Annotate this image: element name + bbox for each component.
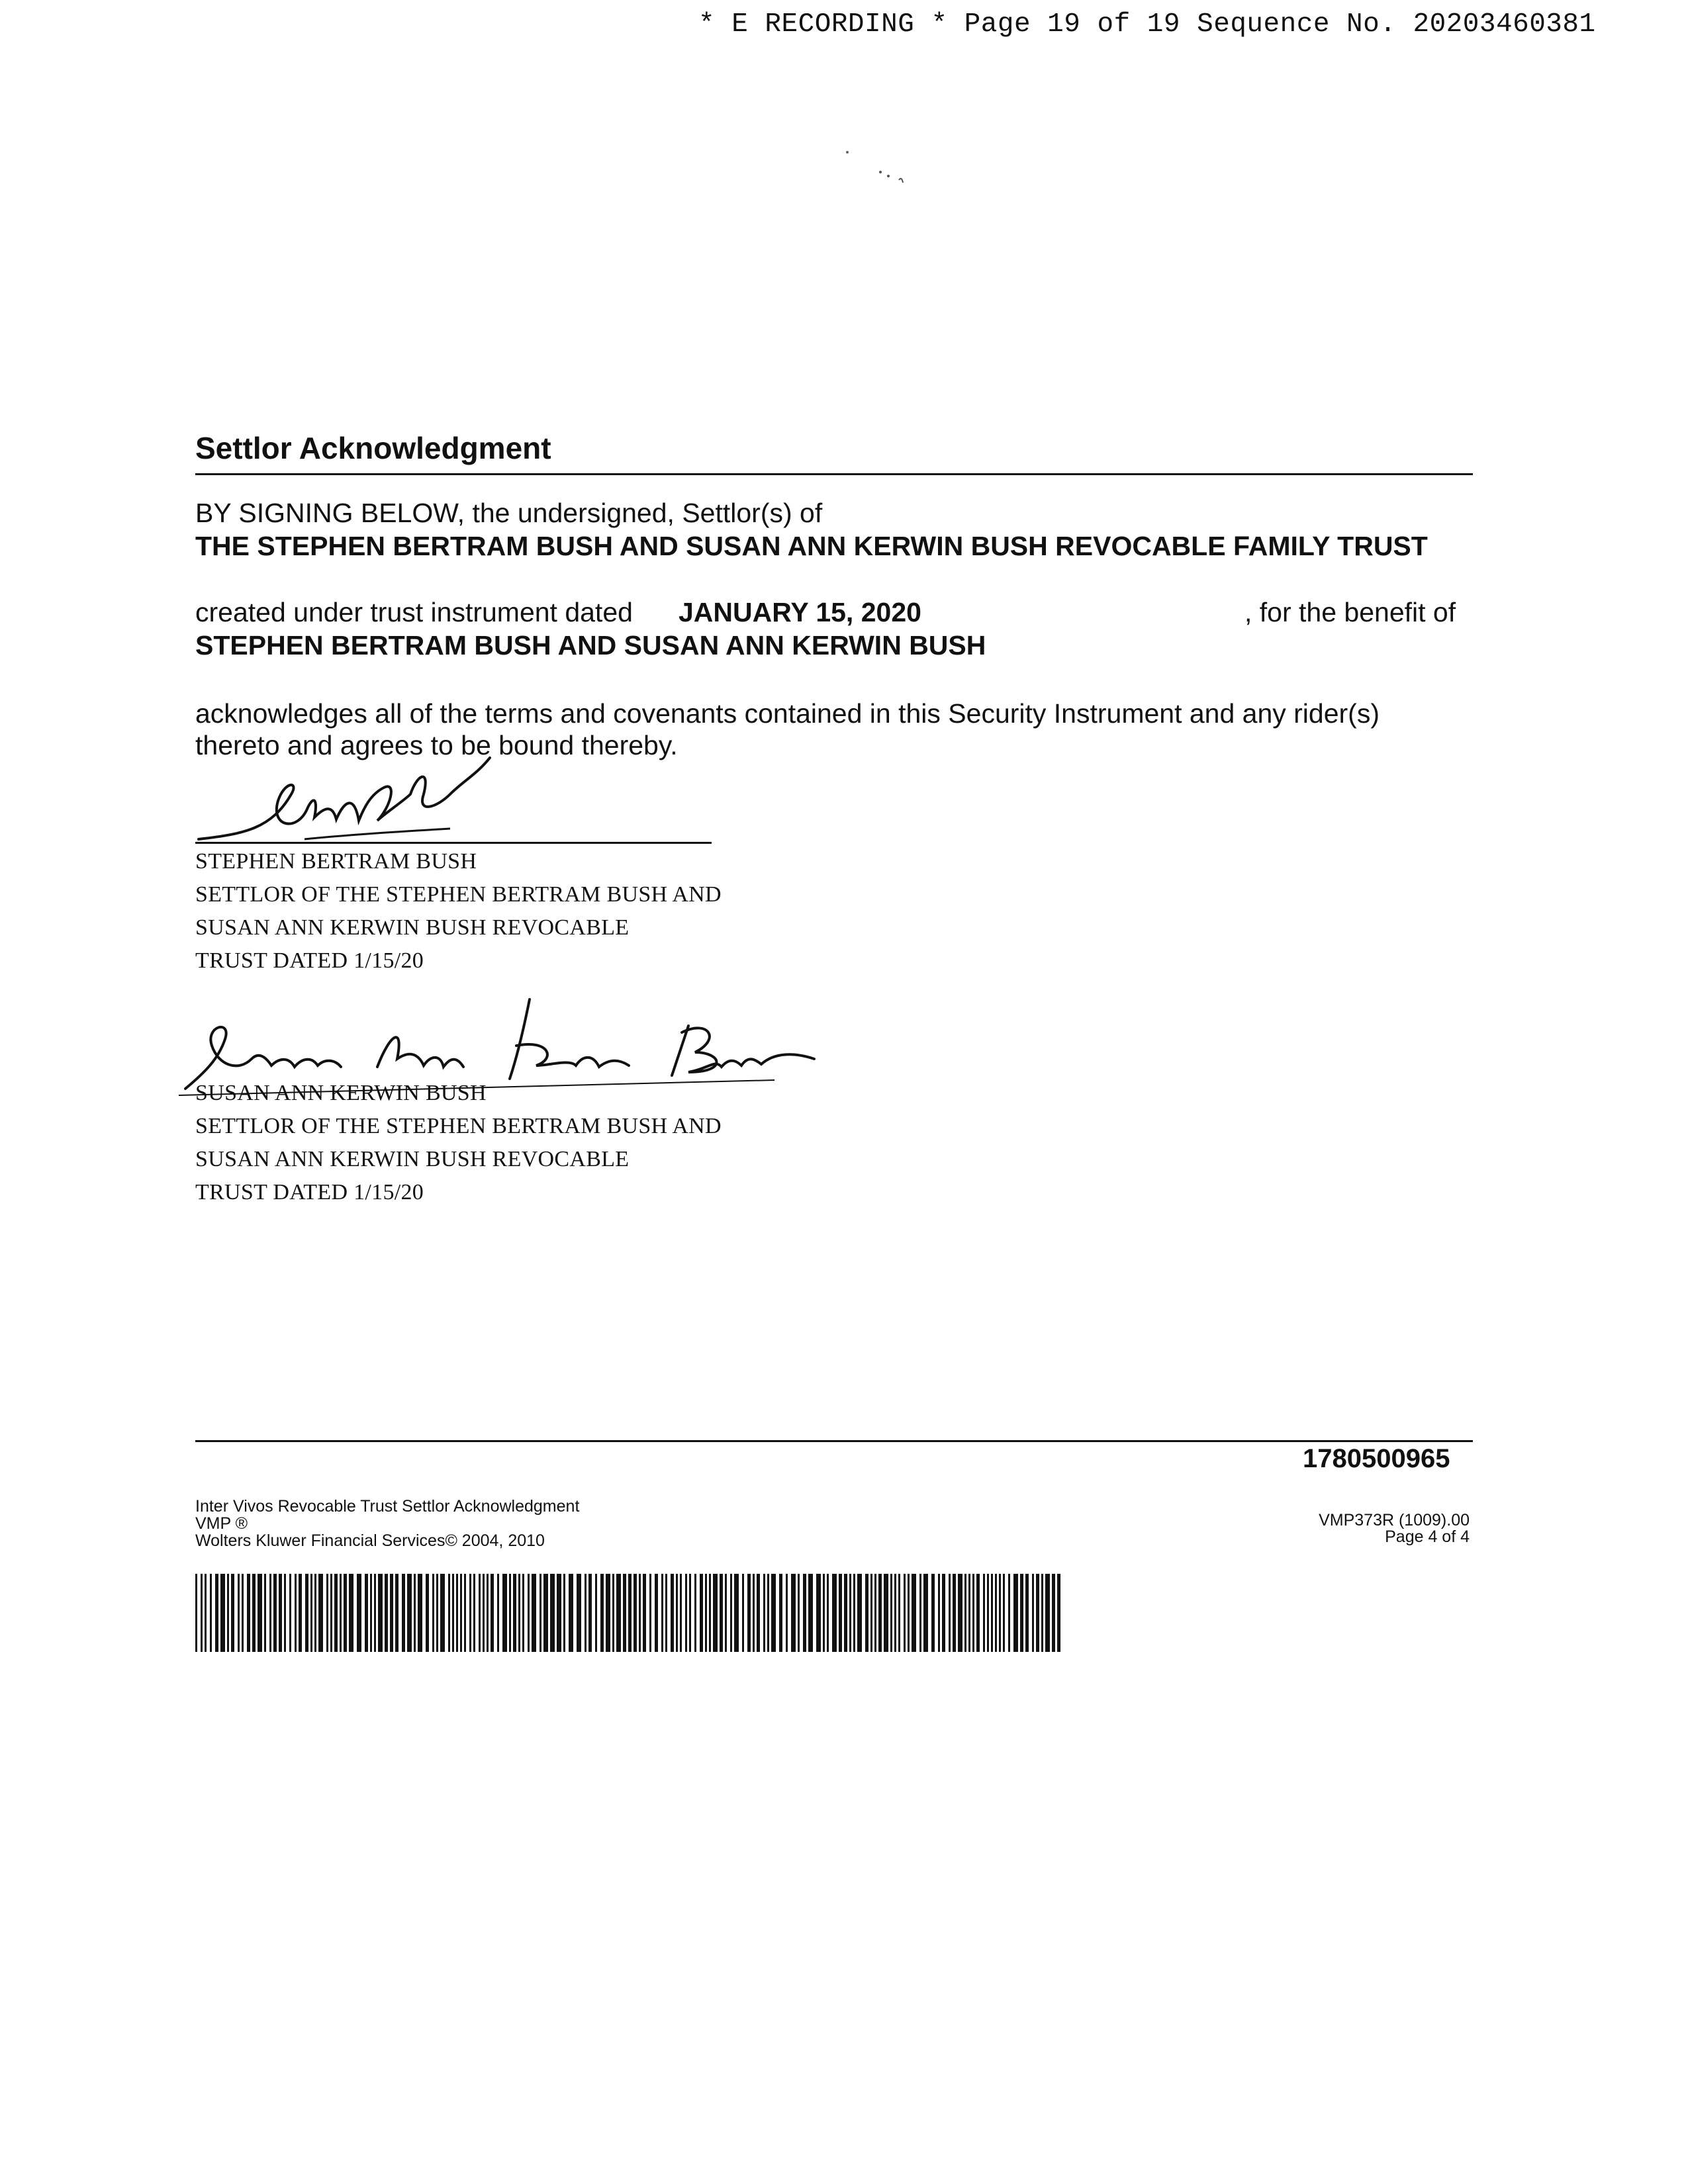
barcode <box>195 1574 1062 1653</box>
signer-2-line-3: SUSAN ANN KERWIN BUSH REVOCABLE <box>195 1147 630 1171</box>
benefit-suffix: , for the benefit of <box>1244 597 1456 627</box>
trust-date: JANUARY 15, 2020 <box>679 597 921 627</box>
signer-1-line-2: SETTLOR OF THE STEPHEN BERTRAM BUSH AND <box>195 882 722 907</box>
intro-line: BY SIGNING BELOW, the undersigned, Settlor(s) of <box>195 498 823 528</box>
publisher-copyright: Wolters Kluwer Financial Services© 2004, 2010 <box>195 1531 545 1550</box>
form-page-count: Page 4 of 4 <box>1385 1527 1470 1546</box>
title-rule <box>195 473 1473 475</box>
signature-line-1 <box>195 842 712 844</box>
ack-line-2: thereto and agrees to be bound thereby. <box>195 730 678 760</box>
form-code: VMP373R (1009).00 <box>1319 1511 1470 1529</box>
signature-stephen <box>185 754 596 847</box>
scan-specks <box>841 146 920 192</box>
signer-2-line-4: TRUST DATED 1/15/20 <box>195 1180 424 1205</box>
signer-2-line-2: SETTLOR OF THE STEPHEN BERTRAM BUSH AND <box>195 1114 722 1138</box>
signer-1-line-4: TRUST DATED 1/15/20 <box>195 948 424 973</box>
vmp-mark: VMP ® <box>195 1514 248 1533</box>
recording-header: * E RECORDING * Page 19 of 19 Sequence No. 20203460381 <box>698 9 1596 40</box>
signer-1-line-3: SUSAN ANN KERWIN BUSH REVOCABLE <box>195 915 630 940</box>
beneficiaries: STEPHEN BERTRAM BUSH AND SUSAN ANN KERWIN BUSH <box>195 630 986 660</box>
created-prefix: created under trust instrument dated <box>195 597 633 627</box>
ack-line-1: acknowledges all of the terms and covenants contained in this Security Instrument and any rider(s) <box>195 698 1380 729</box>
page-title: Settlor Acknowledgment <box>195 431 551 465</box>
trust-name: THE STEPHEN BERTRAM BUSH AND SUSAN ANN KERWIN BUSH REVOCABLE FAMILY TRUST <box>195 531 1428 561</box>
signer-2-name: SUSAN ANN KERWIN BUSH <box>195 1081 487 1105</box>
signer-1-name: STEPHEN BERTRAM BUSH <box>195 849 477 874</box>
form-title: Inter Vivos Revocable Trust Settlor Acknowledgment <box>195 1497 580 1516</box>
loan-number: 1780500965 <box>1303 1444 1450 1473</box>
footer-rule <box>195 1440 1473 1442</box>
